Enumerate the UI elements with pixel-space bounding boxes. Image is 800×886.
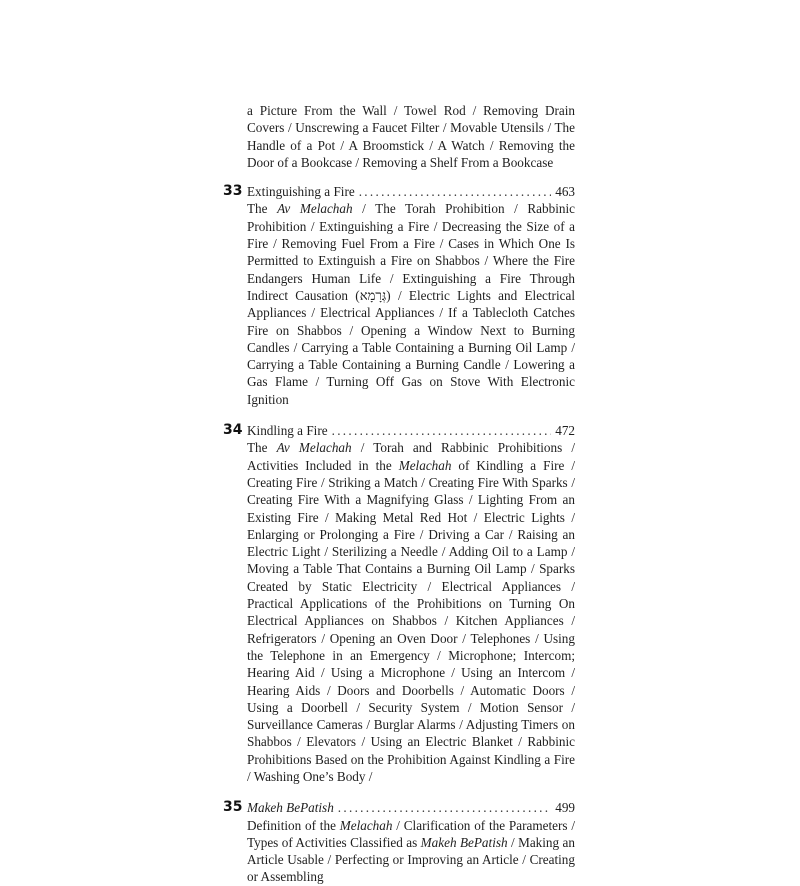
chapter-title-line bbox=[247, 799, 575, 816]
topic-text: / The Torah Prohibition / Rabbinic Prohibition / Extinguishing a Fire / Decreasing the Size of a Fire / Removing Fuel From a Fire / Cases in Which One Is Permitted to Extinguish a Fire on Shabbos / Where the Fire Endangers Human Life / Extinguishing a Fire Through Indirect Causation (גְּרָמָא) / Electric Lights and Electrical Appliances / Electrical Appliances / If a Tablecloth Catches Fire on Shabbos / Opening a Window Next to Burning Candles / Carrying a Table Containing a Burning Oil Lamp / Carrying a Table Containing a Burning Candle / Lowering a Gas Flame / Turning Off Gas on Stove With Electronic Ignition bbox=[247, 201, 575, 407]
italic-term: Melachah bbox=[398, 457, 452, 473]
continued-entry-text: a Picture From the Wall / Towel Rod / Removing Drain Covers / Unscrewing a Faucet Filter / Movable Utensils / The Handle of a Pot / A Broomstick / A Watch / Removing the Door of a Bookcase / Removing a Shelf From a Bookcase bbox=[247, 103, 575, 170]
dot-leader bbox=[338, 799, 551, 816]
chapter-number: 35 bbox=[223, 799, 243, 816]
topic-text: The bbox=[247, 201, 278, 217]
chapter-topics bbox=[247, 817, 575, 886]
toc-entry-34 bbox=[223, 422, 576, 785]
chapter-topics bbox=[247, 439, 575, 785]
table-of-contents-page bbox=[223, 102, 576, 886]
chapter-title: Kindling a Fire bbox=[247, 423, 328, 439]
toc-entry-33 bbox=[223, 183, 575, 408]
chapter-title: Makeh BePatish bbox=[247, 800, 334, 816]
dot-leader bbox=[359, 183, 552, 200]
italic-term: Makeh BePatish bbox=[420, 834, 508, 850]
chapter-title-line bbox=[247, 183, 575, 200]
chapter-title-line bbox=[247, 422, 575, 439]
topic-text: / Torah and Rabbinic Prohibitions / Activities Included in the bbox=[247, 440, 575, 473]
chapter-number: 34 bbox=[223, 422, 243, 439]
dot-leader bbox=[332, 422, 552, 439]
italic-term: Melachah bbox=[339, 817, 393, 833]
topic-text: / Clarification of the Parameters / Types of Activities Classified as bbox=[247, 817, 575, 850]
page-number: 472 bbox=[555, 423, 575, 439]
topic-text: Definition of the bbox=[247, 817, 340, 833]
topic-text: of Kindling a Fire / Creating Fire / Striking a Match / Creating Fire With Sparks / Creating Fire With a Magnifying Glass / Lighting From an Existing Fire / Making Metal Red Hot / Electric Lights / Enlarging or Prolonging a Fire / Driving a Car / Raising an Electric Light / Sterilizing a Needle / Adding Oil to a Lamp / Moving a Table That Contains a Burning Oil Lamp / Sparks Created by Static Electricity / Electrical Appliances / Practical Applications of the Prohibitions on Turning On Electrical Appliances on Shabbos / Kitchen Appliances / Refrigerators / Opening an Oven Door / Telephones / Using the Telephone in an Emergency / Microphone; Intercom; Hearing Aid / Using a Microphone / Using an Intercom / Hearing Aids / Doors and Doorbells / Automatic Doors / Using a Doorbell / Security System / Motion Sensor / Surveillance Cameras / Burglar Alarms / Adjusting Timers on Shabbos / Elevators / Using an Electric Blanket / Rabbinic Prohibitions Based on the Prohibition Against Kindling a Fire / Washing One’s Body / bbox=[247, 457, 576, 784]
chapter-topics bbox=[247, 200, 575, 408]
page-number: 499 bbox=[555, 800, 575, 816]
toc-entry-35 bbox=[223, 799, 575, 885]
italic-term: Av Melachah bbox=[277, 201, 353, 217]
chapter-number: 33 bbox=[223, 183, 243, 200]
topic-text: / Making an Article Usable / Perfecting or Improving an Article / Creating or Assembling bbox=[247, 834, 575, 885]
topic-text: The bbox=[247, 440, 277, 456]
italic-term: Av Melachah bbox=[276, 440, 352, 456]
page-number: 463 bbox=[555, 184, 575, 200]
chapter-title: Extinguishing a Fire bbox=[247, 184, 355, 200]
